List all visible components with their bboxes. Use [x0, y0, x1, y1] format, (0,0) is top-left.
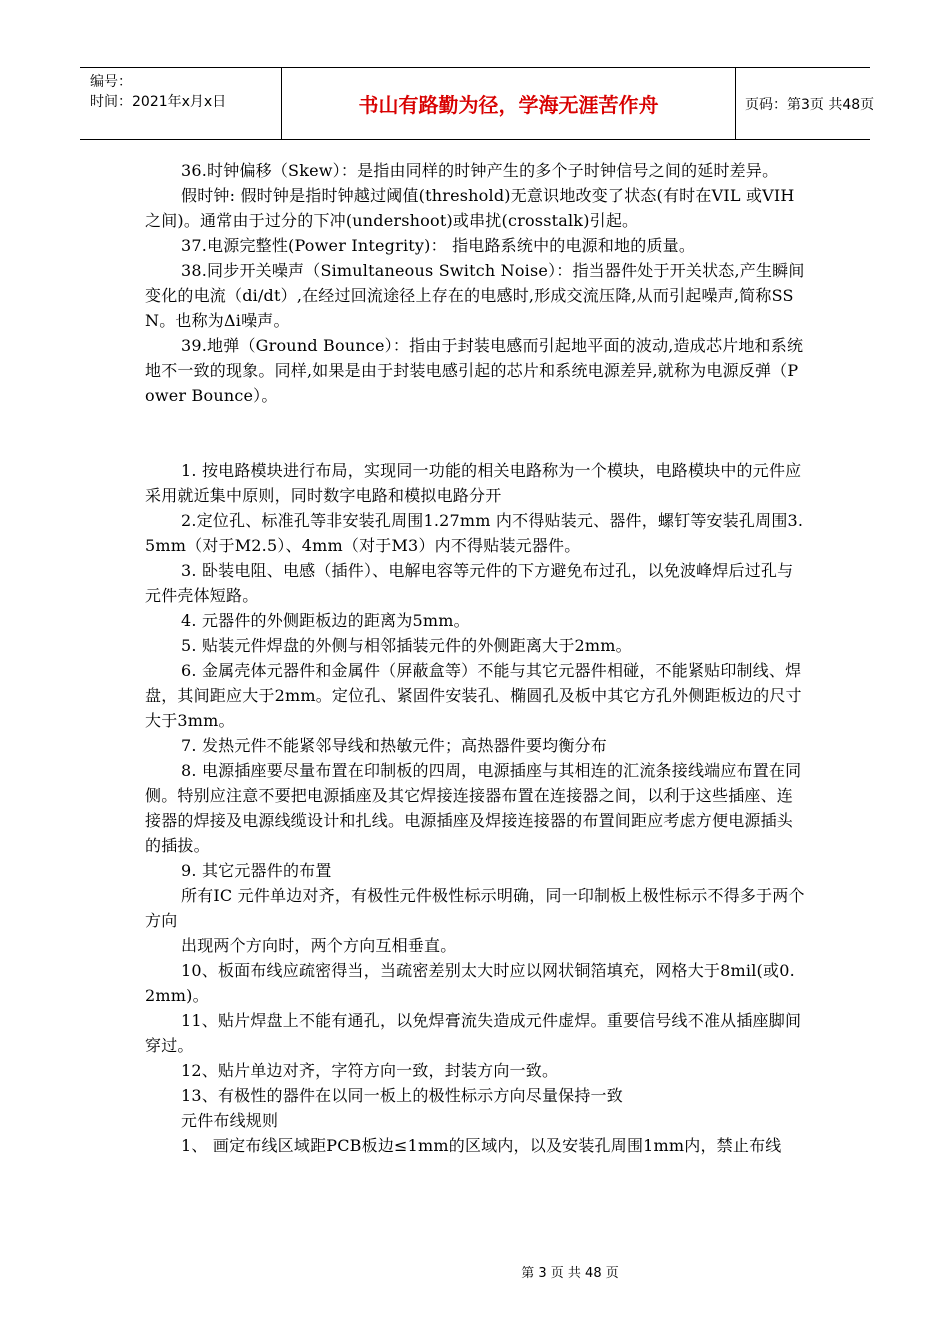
paragraph: 7. 发热元件不能紧邻导线和热敏元件；高热器件要均衡分布 — [181, 736, 607, 755]
paragraph: 1. 按电路模块进行布局，实现同一功能的相关电路称为一个模块，电路模块中的元件应采用就近集中原则，同时数字电路和模拟电路分开 — [145, 461, 802, 505]
paragraph: 12、贴片单边对齐，字符方向一致，封装方向一致。 — [181, 1061, 559, 1080]
document-body — [145, 158, 805, 1158]
paragraph: 5. 贴装元件焊盘的外侧与相邻插装元件的外侧距离大于2mm。 — [181, 636, 632, 655]
paragraph: 13、有极性的器件在以同一板上的极性标示方向尽量保持一致 — [181, 1086, 623, 1105]
header-motto: 书山有路勤为径，学海无涯苦作舟 — [281, 68, 736, 139]
page-header — [80, 67, 875, 140]
paragraph: 10、板面布线应疏密得当，当疏密差别太大时应以网状铜箔填充，网格大于8mil(或0.2mm)。 — [145, 961, 795, 1005]
paragraph: 出现两个方向时，两个方向互相垂直。 — [181, 936, 457, 955]
paragraph: 元件布线规则 — [181, 1111, 279, 1130]
paragraph: 8. 电源插座要尽量布置在印制板的四周，电源插座与其相连的汇流条接线端应布置在同侧。特别应注意不要把电源插座及其它焊接连接器布置在连接器之间，以利于这些插座、连接器的焊接及电源线缆设计和扎线。电源插座及焊接连接器的布置间距应考虑方便电源插头的插拔。 — [145, 761, 802, 855]
paragraph: 3. 卧装电阻、电感（插件）、电解电容等元件的下方避免布过孔，以免波峰焊后过孔与元件壳体短路。 — [145, 561, 794, 605]
paragraph: 36.时钟偏移（Skew）：是指由同样的时钟产生的多个子时钟信号之间的延时差异。 — [181, 161, 779, 180]
paragraph: 所有IC 元件单边对齐，有极性元件极性标示明确，同一印制板上极性标示不得多于两个方向 — [145, 886, 805, 930]
header-left-cell — [80, 68, 280, 143]
page-footer: 第 3 页 共 48 页 — [521, 1266, 619, 1281]
header-page-info: 页码：第3页 共48页 — [745, 96, 875, 113]
time-label: 时间：2021年x月x日 — [90, 94, 227, 110]
paragraph: 9. 其它元器件的布置 — [181, 861, 332, 880]
paragraph: 4. 元器件的外侧距板边的距离为5mm。 — [181, 611, 470, 630]
number-label: 编号： — [90, 74, 132, 90]
paragraph: 37.电源完整性(Power Integrity)： 指电路系统中的电源和地的质量。 — [181, 236, 696, 255]
section-gap — [145, 408, 805, 458]
paragraph: 1、 画定布线区域距PCB板边≤1mm的区域内，以及安装孔周围1mm内，禁止布线 — [181, 1136, 782, 1155]
paragraph: 假时钟: 假时钟是指时钟越过阈值(threshold)无意识地改变了状态(有时在VIL 或VIH之间)。通常由于过分的下冲(undershoot)或串扰(crosstalk)引起。 — [145, 186, 795, 230]
paragraph: 11、贴片焊盘上不能有通孔，以免焊膏流失造成元件虚焊。重要信号线不准从插座脚间穿过。 — [145, 1011, 802, 1055]
paragraph: 39.地弹（Ground Bounce）：指由于封装电感而引起地平面的波动,造成芯片地和系统地不一致的现象。同样,如果是由于封装电感引起的芯片和系统电源差异,就称为电源反弹（Power Bounce）。 — [145, 336, 804, 405]
paragraph: 2.定位孔、标准孔等非安装孔周围1.27mm 内不得贴装元、器件，螺钉等安装孔周围3.5mm（对于M2.5）、4mm（对于M3）内不得贴装元器件。 — [145, 511, 804, 555]
paragraph: 38.同步开关噪声（Simultaneous Switch Noise）：指当器件处于开关状态,产生瞬间变化的电流（di/dt）,在经过回流途径上存在的电感时,形成交流压降,从而引起噪声,简称SSN。也称为Δi噪声。 — [145, 261, 805, 330]
paragraph: 6. 金属壳体元器件和金属件（屏蔽盒等）不能与其它元器件相碰，不能紧贴印制线、焊盘，其间距应大于2mm。定位孔、紧固件安装孔、椭圆孔及板中其它方孔外侧距板边的尺寸大于3mm。 — [145, 661, 802, 730]
